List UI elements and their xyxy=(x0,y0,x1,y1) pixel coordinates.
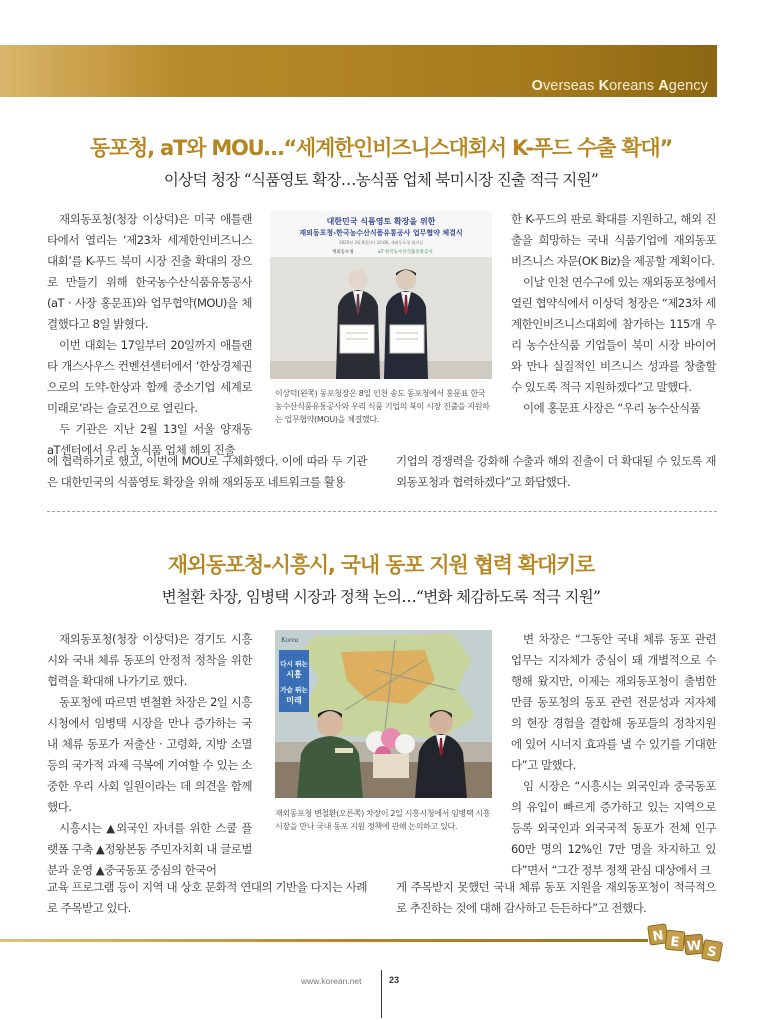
article1-bottom-left: 에 협력하기로 했고, 이번에 MOU로 구체화했다. 이에 따라 두 기관은 대한민국의 식품영토 확장을 위해 재외동포 네트워크를 활용 xyxy=(47,454,367,489)
footer-url: www.korean.net xyxy=(301,976,362,986)
article1-col-right xyxy=(511,209,716,419)
mou-ceremony-photo xyxy=(270,211,492,379)
svg-text:재외동포청: 재외동포청 xyxy=(332,250,354,255)
article2-title: 재외동포청-시흥시, 국내 동포 지원 협력 확대키로 xyxy=(167,553,595,577)
article2-bottom-right: 게 주목받지 못했던 국내 체류 동포 지원을 재외동포청이 적극적으로 추진하는 것에 대해 감사하고 든든하다”고 전했다. xyxy=(396,880,716,915)
article1-caption: 이상덕(왼쪽) 동포청장은 8일 인천 송도 동포청에서 홍문표 한국농수산식품유통공사와 우리 식품 기업의 북미 시장 진출을 지원하는 업무협약(MOU)을 체결했다. xyxy=(275,389,490,424)
svg-text:시흥: 시흥 xyxy=(286,670,302,679)
svg-text:aT 한국농수산식품유통공사: aT 한국농수산식품유통공사 xyxy=(378,250,433,255)
svg-text:N: N xyxy=(651,928,665,945)
svg-text:가슴 뛰는: 가슴 뛰는 xyxy=(280,686,308,694)
paragraph: 시흥시는 ▲외국인 자녀를 위한 스쿨 플랫폼 구축 ▲정왕본동 주민자치회 내 글로벌 분과 운영 ▲중국동포 중심의 한국어 xyxy=(47,821,252,877)
svg-text:Korea: Korea xyxy=(281,636,299,644)
article1-subtitle: 이상덕 청장 “식품영토 확장…농식품 업체 북미시장 진출 적극 지원” xyxy=(163,171,599,189)
article2-bottom-left: 교육 프로그램 등이 지역 내 상호 문화적 연대의 기반을 다지는 사례로 주목받고 있다. xyxy=(47,880,367,915)
svg-text:재외동포청-한국농수산식품유통공사 업무협약 체결식: 재외동포청-한국농수산식품유통공사 업무협약 체결식 xyxy=(299,229,463,237)
svg-text:2025년 3월 8일(토) 10:00, 재외동포청 회의: 2025년 3월 8일(토) 10:00, 재외동포청 회의실 xyxy=(339,240,423,245)
footer-divider xyxy=(381,970,382,1018)
article2-caption: 재외동포청 변철환(오른쪽) 차장이 2일 시흥시청에서 임병택 시흥시장을 만나 국내 동포 지원 정책에 관해 논의하고 있다. xyxy=(275,809,491,831)
article1-photo xyxy=(270,211,492,379)
paragraph: 이번 대회는 17일부터 20일까지 애틀랜타 개스사우스 컨벤션센터에서 ‘한상경제권으로의 도약-한상과 함께 중소기업 세계로 미래로’라는 슬로건으로 열린다. xyxy=(47,338,252,415)
news-logo xyxy=(644,921,726,967)
article2-col-left xyxy=(47,629,252,881)
paragraph: 임 시장은 “시흥시는 외국인과 중국동포의 유입이 빠르게 증가하고 있는 지역으로 등록 외국인과 외국국적 동포가 전체 인구 60만 명의 12%인 7만 명을 차지하고 있다”면서 “그간 정부 정책 관심 대상에서 크 xyxy=(511,779,716,877)
paragraph: 이날 인천 연수구에 있는 재외동포청에서 열린 협약식에서 이상덕 청장은 “제23차 세계한인비즈니스대회에 참가하는 115개 우리 농수산식품 기업들이 북미 시장 바이어와 만나 실질적인 비즈니스 성과를 창출할 수 있도록 적극 지원하겠다”고 말했다. xyxy=(511,275,716,394)
article2-subtitle: 변철환 차장, 임병택 시장과 정책 논의…“변화 체감하도록 적극 지원” xyxy=(161,588,601,606)
svg-text:S: S xyxy=(705,944,718,961)
header-banner xyxy=(0,45,717,97)
paragraph: 재외동포청(청장 이상덕)은 미국 애틀랜타에서 열리는 ‘제23차 세계한인비즈니스대회’를 K-푸드 북미 시장 진출 확대의 장으로 만들기 위해 한국농수산식품유통공사(aT · 사장 홍문표)와 업무협약(MOU)을 체결했다고 8일 밝혔다. xyxy=(47,212,252,331)
article1-col-left xyxy=(47,209,252,461)
article1-title: 동포청, aT와 MOU…“세계한인비즈니스대회서 K-푸드 수출 확대” xyxy=(89,136,673,160)
paragraph: 두 기관은 지난 2월 13일 서울 양재동 aT센터에서 우리 농식품 업체 해외 진출 xyxy=(47,422,252,457)
article-separator xyxy=(47,511,717,512)
svg-text:대한민국 식품영토 확장을 위한: 대한민국 식품영토 확장을 위한 xyxy=(326,217,436,226)
agency-label: Overseas Koreans Agency xyxy=(531,78,708,94)
svg-text:미래: 미래 xyxy=(286,696,302,705)
svg-text:W: W xyxy=(686,938,702,955)
paragraph: 동포청에 따르면 변철환 차장은 2일 시흥시청에서 임병택 시장을 만나 증가하는 국내 체류 동포가 저출산 · 고령화, 지방 소멸 등의 국가적 과제 극복에 기여할 수 있는 소중한 우리 사회 일원이라는 데 의견을 함께했다. xyxy=(47,695,252,814)
footer-rule xyxy=(0,939,648,942)
svg-text:E: E xyxy=(669,934,681,951)
paragraph: 변 차장은 “그동안 국내 체류 동포 관련 업무는 지자체가 중심이 돼 개별적으로 수행해 왔지만, 이제는 재외동포청이 출범한 만큼 동포청의 동포 관련 전문성과 지자체의 현장 경험을 결합해 동포들의 정착지원에 있어 시너지 효과를 낼 수 있기를 기대한다”고 말했다. xyxy=(511,632,716,772)
paragraph: 재외동포청(청장 이상덕)은 경기도 시흥시와 국내 체류 동포의 안정적 정착을 위한 협력을 확대해 나가기로 했다. xyxy=(47,632,252,688)
paragraph: 한 K-푸드의 판로 확대를 지원하고, 해외 진출을 희망하는 국내 식품기업에 재외동포 비즈니스 자문(OK Biz)을 제공할 계획이다. xyxy=(511,212,716,268)
meeting-photo xyxy=(275,630,492,798)
article1-bottom-right: 기업의 경쟁력을 강화해 수출과 해외 진출이 더 확대될 수 있도록 재외동포청과 협력하겠다”고 화답했다. xyxy=(396,454,716,489)
article2-col-right xyxy=(511,629,716,881)
page-number: 23 xyxy=(389,975,400,985)
svg-text:다시 뛰는: 다시 뛰는 xyxy=(280,660,308,668)
article2-photo xyxy=(275,630,492,798)
paragraph: 이에 홍문표 사장은 “우리 농수산식품 xyxy=(523,401,701,415)
